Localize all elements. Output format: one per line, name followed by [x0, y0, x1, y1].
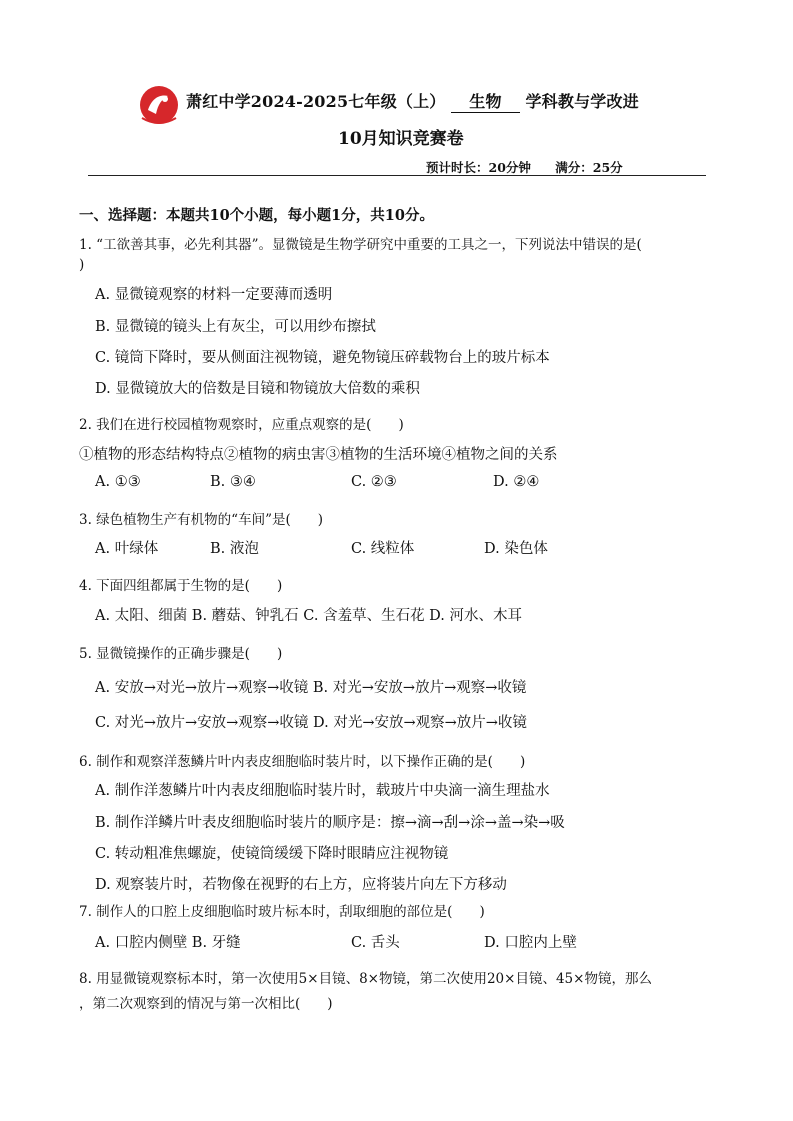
q1-stem-line2: )	[79, 257, 85, 273]
q2-stem: 2. 我们在进行校园植物观察时，应重点观察的是( )	[79, 417, 404, 433]
q5-options-line2: C. 对光→放片→安放→观察→收镜 D. 对光→安放→观察→放片→收镜	[95, 715, 527, 731]
q7-option-ab: A. 口腔内侧壁 B. 牙缝	[95, 935, 241, 951]
q7-option-c: C. 舌头	[351, 935, 400, 951]
q7-stem: 7. 制作人的口腔上皮细胞临时玻片标本时，刮取细胞的部位是( )	[79, 904, 485, 920]
q6-stem: 6. 制作和观察洋葱鳞片叶内表皮细胞临时装片时，以下操作正确的是( )	[79, 754, 526, 770]
q4-stem: 4. 下面四组都属于生物的是( )	[79, 578, 283, 594]
school-logo	[134, 84, 184, 126]
header-divider	[88, 175, 706, 176]
q8-stem-line1: 8. 用显微镜观察标本时，第一次使用5×目镜、8×物镜，第二次使用20×目镜、45×物镜，那么	[79, 971, 652, 987]
full-score-text: 满分：25分	[555, 160, 623, 175]
q2-option-c: C. ②③	[351, 474, 397, 490]
q3-option-b: B. 液泡	[210, 541, 259, 557]
subject-name: 生物	[451, 89, 519, 113]
q4-options: A. 太阳、细菌 B. 蘑菇、钟乳石 C. 含羞草、生石花 D. 河水、木耳	[95, 608, 523, 624]
q3-option-a: A. 叶绿体	[95, 541, 159, 557]
exam-meta	[426, 158, 623, 176]
q7-option-d: D. 口腔内上壁	[484, 935, 577, 951]
duration-text: 预计时长：20分钟	[426, 160, 531, 175]
exam-title	[186, 89, 639, 113]
q6-option-a: A. 制作洋葱鳞片叶内表皮细胞临时装片时，载玻片中央滴一滴生理盐水	[95, 783, 550, 799]
q3-stem: 3. 绿色植物生产有机物的“车间”是( )	[79, 512, 324, 528]
q1-option-b: B. 显微镜的镜头上有灰尘，可以用纱布擦拭	[95, 319, 376, 335]
q1-option-d: D. 显微镜放大的倍数是目镜和物镜放大倍数的乘积	[95, 381, 420, 397]
section-heading: 一、选择题：本题共10个小题，每小题1分，共10分。	[79, 207, 434, 224]
q1-option-c: C. 镜筒下降时，要从侧面注视物镜，避免物镜压碎载物台上的玻片标本	[95, 350, 550, 366]
exam-subtitle: 10月知识竞赛卷	[338, 129, 464, 149]
q5-options-line1: A. 安放→对光→放片→观察→收镜 B. 对光→安放→放片→观察→收镜	[95, 680, 527, 696]
q2-option-a: A. ①③	[95, 474, 141, 490]
q6-option-b: B. 制作洋鳞片叶表皮细胞临时装片的顺序是：擦→滴→刮→涂→盖→染→吸	[95, 815, 565, 831]
q5-stem: 5. 显微镜操作的正确步骤是( )	[79, 646, 283, 662]
q3-option-d: D. 染色体	[484, 541, 548, 557]
q6-option-c: C. 转动粗准焦螺旋，使镜筒缓缓下降时眼睛应注视物镜	[95, 846, 449, 862]
title-suffix: 学科教与学改进	[525, 92, 639, 111]
q1-option-a: A. 显微镜观察的材料一定要薄而透明	[95, 287, 333, 303]
q8-stem-line2: ，第二次观察到的情况与第一次相比( )	[79, 996, 333, 1012]
q2-option-b: B. ③④	[210, 474, 256, 490]
q6-option-d: D. 观察装片时，若物像在视野的右上方，应将装片向左下方移动	[95, 877, 507, 893]
q2-option-d: D. ②④	[493, 474, 540, 490]
q1-stem-line1: 1. “工欲善其事，必先利其器”。显微镜是生物学研究中重要的工具之一，下列说法中错误的是(	[79, 237, 642, 253]
title-prefix: 萧红中学2024-2025七年级（上）	[186, 92, 446, 111]
q2-items: ①植物的形态结构特点②植物的病虫害③植物的生活环境④植物之间的关系	[79, 447, 558, 463]
q3-option-c: C. 线粒体	[351, 541, 415, 557]
